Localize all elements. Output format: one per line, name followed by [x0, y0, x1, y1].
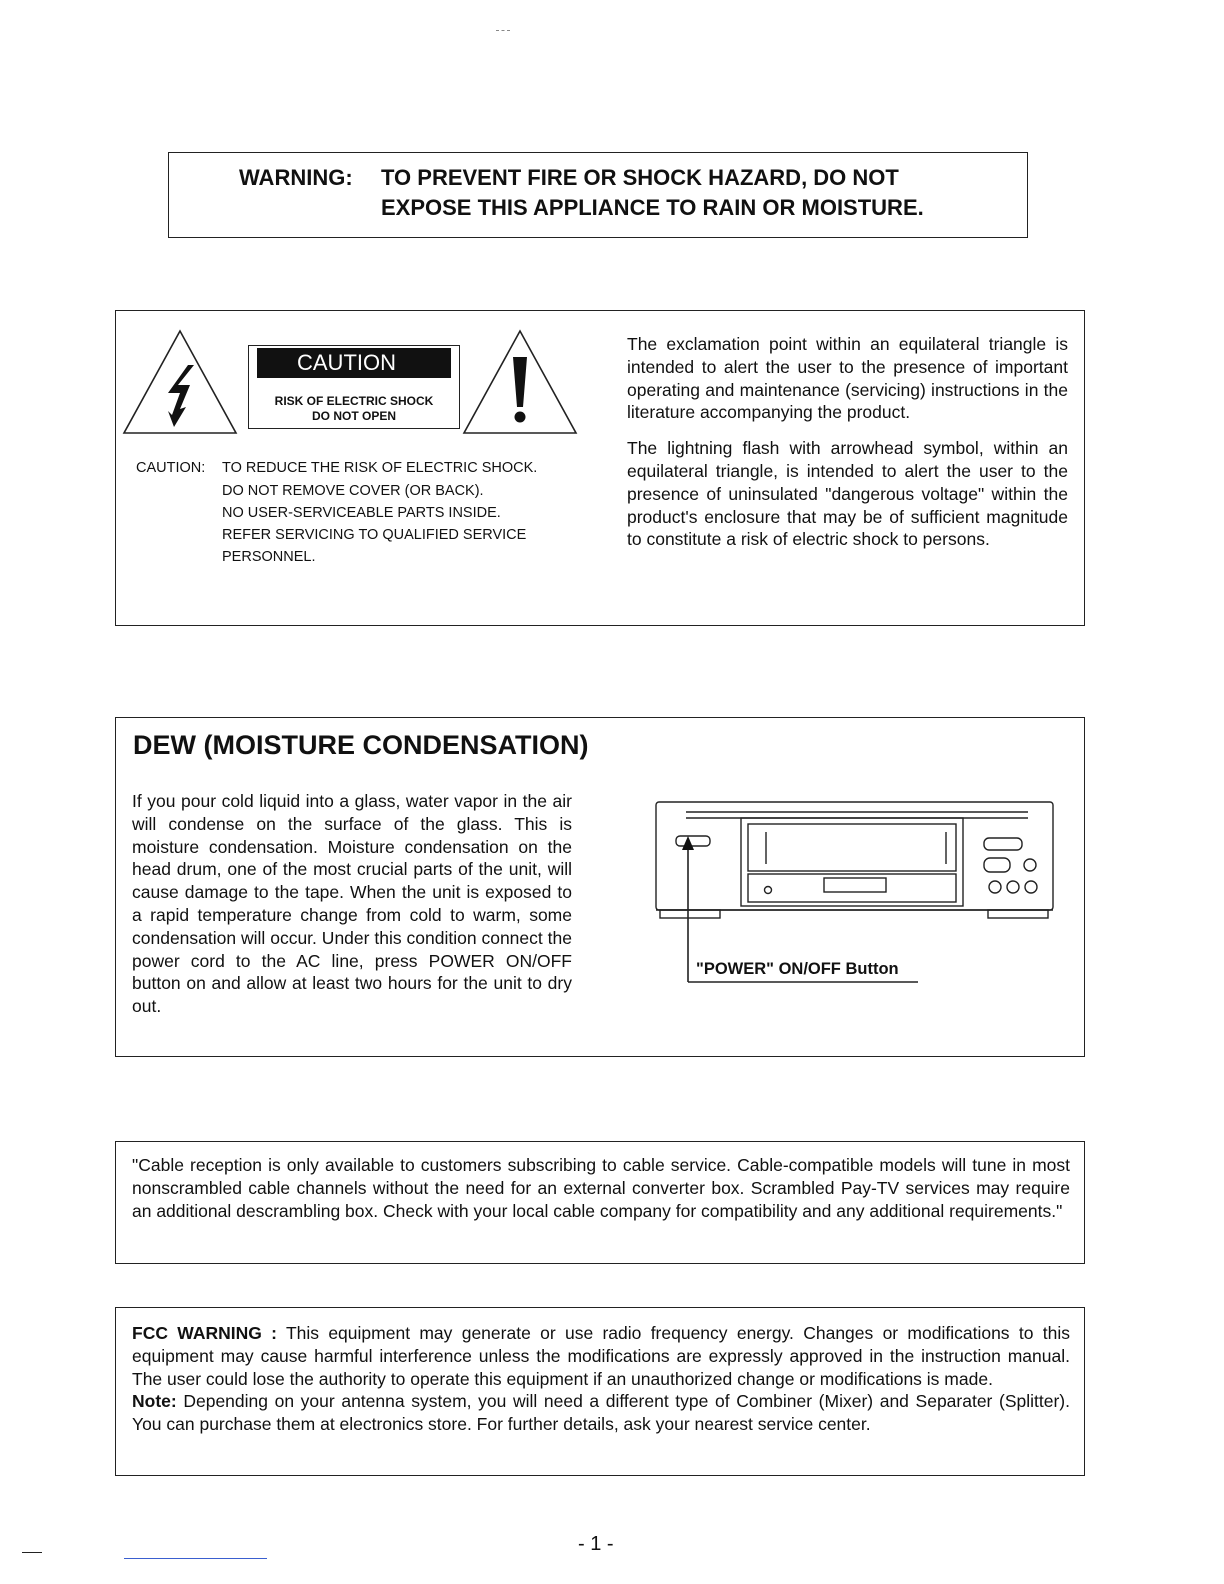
- warning-label: WARNING:: [239, 165, 353, 190]
- caution-line: REFER SERVICING TO QUALIFIED SERVICE: [222, 527, 527, 543]
- scan-mark: [496, 30, 510, 31]
- warning-line-1: [239, 165, 899, 191]
- fcc-warning-label: FCC WARNING :: [132, 1323, 277, 1343]
- cable-text: "Cable reception is only available to customers subscribing to cable service. Cable-compatible models will tune in most nonscrambled cable channels without the need for an external converter box. Scrambled Pay-TV services may require an additional descrambling box. Check with your local cable company for compatibility and any additional requirements.": [132, 1155, 1070, 1221]
- dew-box: [115, 717, 1085, 1057]
- lightning-triangle-icon: [124, 331, 236, 433]
- cable-box: [115, 1141, 1085, 1264]
- risk-line-2: DO NOT OPEN: [311, 409, 396, 423]
- warning-box: [168, 152, 1028, 238]
- caution-line: NO USER-SERVICEABLE PARTS INSIDE.: [222, 505, 501, 521]
- warning-text-1: TO PREVENT FIRE OR SHOCK HAZARD, DO NOT: [381, 165, 899, 190]
- caution-line: TO REDUCE THE RISK OF ELECTRIC SHOCK.: [222, 460, 538, 476]
- edge-line: [124, 1558, 267, 1559]
- fcc-warning-text: This equipment may generate or use radio frequency energy. Changes or modifications to this equipment may cause harmful interference unless the modifications are expressly approved in the instruction manual. The user could lose the authority to operate this equipment if an unauthorized change or modifications is made.: [132, 1323, 1070, 1389]
- caution-banner: CAUTION: [257, 348, 451, 378]
- fcc-note-text: Depending on your antenna system, you will need a different type of Combiner (Mixer) and Separater (Splitter). You can purchase them at electronics store. For further details, ask your nearest service center.: [132, 1391, 1070, 1435]
- page-number: - 1 -: [578, 1533, 614, 1555]
- caution-label: [248, 345, 460, 429]
- exclamation-triangle-icon: [464, 331, 576, 433]
- caution-symbols: [120, 327, 580, 437]
- lightning-explanation: The lightning flash with arrowhead symbol, within an equilateral triangle, is intended to alert the user to the presence of uninsulated "dangerous voltage" within the product's enclosure that may be of sufficient magnitude to constitute a risk of electric shock to persons.: [627, 438, 1068, 550]
- risk-line-1: RISK OF ELECTRIC SHOCK: [274, 394, 434, 408]
- caution-box: [115, 310, 1085, 626]
- warning-line-2: EXPOSE THIS APPLIANCE TO RAIN OR MOISTURE.: [381, 195, 924, 220]
- fcc-note-label: Note:: [132, 1391, 177, 1412]
- caution-line: PERSONNEL.: [222, 549, 316, 565]
- caution-prefix: CAUTION:: [136, 460, 206, 476]
- caution-line: DO NOT REMOVE COVER (OR BACK).: [222, 483, 484, 499]
- fcc-text: [132, 1322, 1070, 1436]
- dew-body: If you pour cold liquid into a glass, water vapor in the air will condense on the surface of the glass. This is moisture condensation. Moisture condensation on the head drum, one of the most crucial parts of the unit, will cause damage to the tape. When the unit is exposed to a rapid temperature change from cold to warm, some condensation will occur. Under this condition connect the power cord to the AC line, press POWER ON/OFF button on and allow at least two hours for the unit to dry out.: [132, 791, 572, 1017]
- vcr-caption: "POWER" ON/OFF Button: [696, 960, 899, 978]
- exclamation-explanation: The exclamation point within an equilateral triangle is intended to alert the user to the presence of important operating and maintenance (servicing) instructions in the literature accompanying the product.: [627, 334, 1068, 423]
- dew-heading: DEW (MOISTURE CONDENSATION): [133, 730, 589, 760]
- caution-explanations: [627, 333, 1068, 551]
- edge-mark: [22, 1552, 42, 1553]
- fcc-box: [115, 1307, 1085, 1476]
